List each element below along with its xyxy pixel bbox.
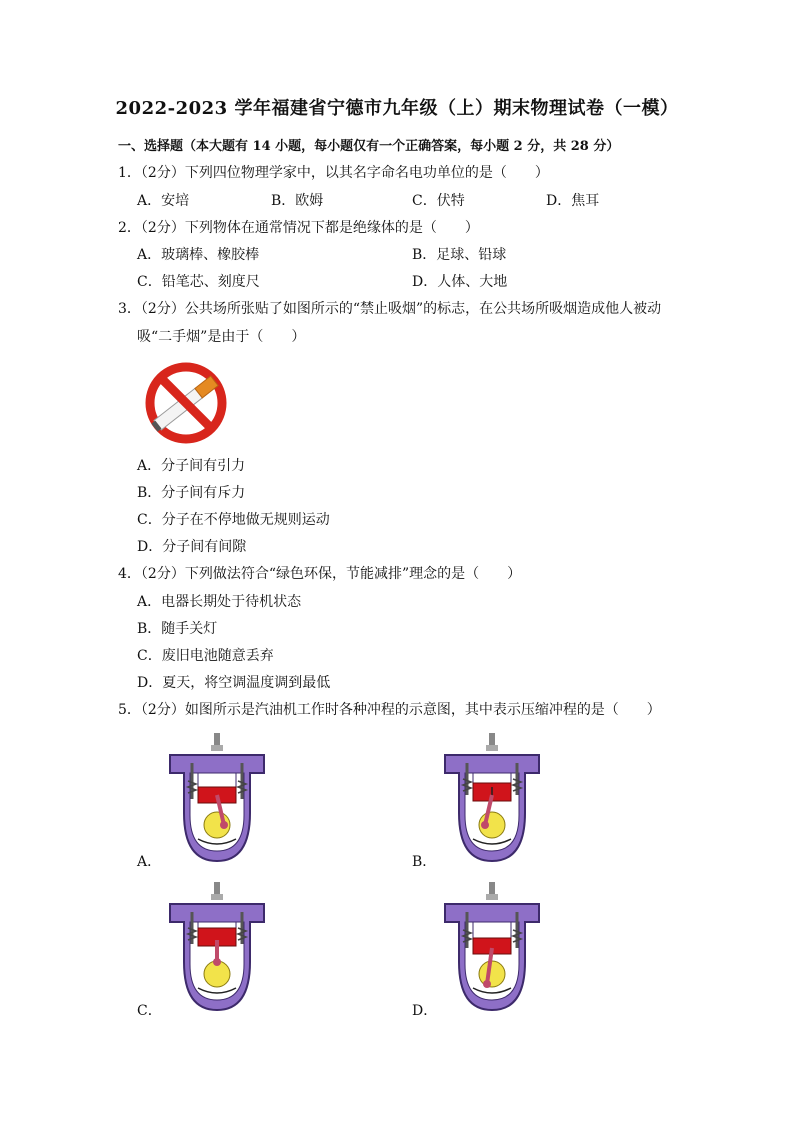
page-title: 2022-2023 学年福建省宁德市九年级（上）期末物理试卷（一模） xyxy=(115,98,679,119)
q4-option-d: D．夏天，将空调温度调到最低 xyxy=(137,675,331,691)
q2-option-a: A．玻璃棒、橡胶棒 xyxy=(137,247,260,263)
q5-option-b: B． xyxy=(412,854,437,870)
question-5-stem: 5．（2分）如图所示是汽油机工作时各种冲程的示意图，其中表示压缩冲程的是（ ） xyxy=(118,702,661,718)
q2-option-c: C．铅笔芯、刻度尺 xyxy=(137,274,260,290)
q3-option-d: D．分子间有间隙 xyxy=(137,539,247,555)
q2-option-d: D．人体、大地 xyxy=(412,274,508,290)
q4-option-b: B．随手关灯 xyxy=(137,621,218,637)
q4-option-a: A．电器长期处于待机状态 xyxy=(137,594,302,610)
q2-option-b: B．足球、铅球 xyxy=(412,247,507,263)
q5-option-a: A． xyxy=(137,854,162,870)
q3-option-b: B．分子间有斥力 xyxy=(137,485,246,501)
question-2-stem: 2．（2分）下列物体在通常情况下都是绝缘体的是（ ） xyxy=(118,220,479,236)
q1-option-b: B．欧姆 xyxy=(271,193,324,209)
question-4-stem: 4．（2分）下列做法符合“绿色环保，节能减排”理念的是（ ） xyxy=(118,566,522,582)
q3-option-c: C．分子在不停地做无规则运动 xyxy=(137,512,330,528)
q3-option-a: A．分子间有引力 xyxy=(137,458,246,474)
question-3-stem-line1: 3．（2分）公共场所张贴了如图所示的“禁止吸烟”的标志，在公共场所吸烟造成他人被动 xyxy=(118,301,662,317)
q1-option-c: C．伏特 xyxy=(412,193,465,209)
engine-diagram-c xyxy=(162,882,272,1014)
engine-diagram-a xyxy=(162,733,272,865)
section-heading: 一、选择题（本大题有 14 小题，每小题仅有一个正确答案，每小题 2 分，共 28 分） xyxy=(118,139,620,154)
q1-option-d: D．焦耳 xyxy=(546,193,600,209)
q1-option-a: A．安培 xyxy=(137,193,190,209)
engine-diagram-d xyxy=(437,882,547,1014)
q4-option-c: C．废旧电池随意丢弃 xyxy=(137,648,274,664)
question-1-stem: 1．（2分）下列四位物理学家中，以其名字命名电功单位的是（ ） xyxy=(118,165,549,181)
q5-option-c: C． xyxy=(137,1003,162,1019)
engine-diagram-b xyxy=(437,733,547,865)
q5-option-d: D． xyxy=(412,1003,438,1019)
question-3-stem-line2: 吸“二手烟”是由于（ ） xyxy=(137,329,306,345)
no-smoking-icon xyxy=(138,356,234,446)
